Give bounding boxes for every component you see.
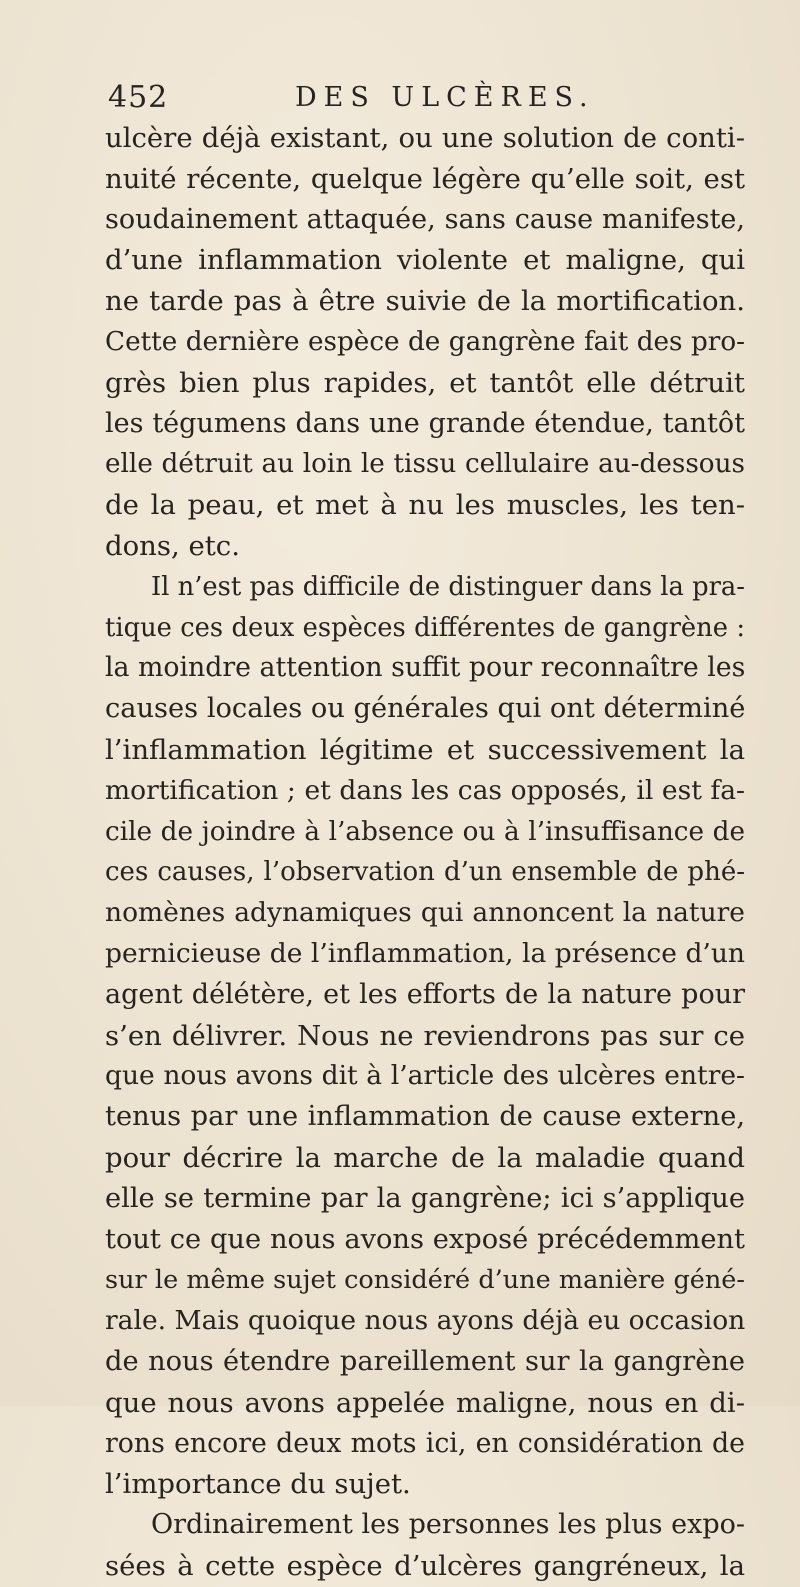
text-line: nomènes adynamiques qui annoncent la nature [105, 897, 745, 929]
body-text [105, 118, 745, 1587]
text-line: ces causes, l’observation d’un ensemble de phé- [105, 857, 745, 888]
paragraph-start-line: Il n’est pas difficile de distinguer dans la pra- [151, 571, 745, 602]
text-line: pernicieuse de l’inflammation, la présence d’un [105, 937, 745, 969]
text-line: la moindre attention suffit pour reconnaître les [105, 652, 746, 684]
text-line: pour décrire la marche de la maladie quand [105, 1141, 745, 1174]
running-title: DES ULCÈRES. [295, 82, 595, 113]
text-line: ne tarde pas à être suivie de la mortification. [105, 285, 745, 318]
text-line: Cette dernière espèce de gangrène fait des pro- [105, 326, 745, 357]
paragraph-end-line: dons, etc. [105, 529, 240, 562]
text-line: mortification ; et dans les cas opposés, il est fa- [105, 774, 745, 806]
text-line: l’inflammation légitime et successivement la [105, 733, 745, 766]
text-line: elle détruit au loin le tissu cellulaire au-dessous [105, 449, 745, 480]
text-line: causes locales ou générales qui ont déterminé [105, 693, 746, 725]
text-line: ulcère déjà existant, ou une solution de conti- [105, 122, 745, 154]
text-line: soudainement attaquée, sans cause manifeste, [105, 203, 745, 235]
text-line: grès bien plus rapides, et tantôt elle détruit [105, 366, 745, 399]
text-line: d’une inflammation violente et maligne, qui [105, 244, 745, 277]
text-line: agent délétère, et les efforts de la nature pour [105, 978, 745, 1010]
text-line: rons encore deux mots ici, en considération de [105, 1427, 745, 1459]
text-line: tenus par une inflammation de cause externe, [105, 1101, 745, 1133]
text-line: s’en délivrer. Nous ne reviendrons pas sur ce [105, 1019, 745, 1052]
running-head [108, 78, 748, 118]
text-line: elle se termine par la gangrène; ici s’applique [105, 1182, 745, 1214]
text-line: de nous étendre pareillement sur la gangrène [105, 1345, 745, 1377]
text-line: sur le même sujet considéré d’une manière géné- [105, 1265, 745, 1296]
text-line: les tégumens dans une grande étendue, tantôt [105, 407, 745, 439]
page-number: 452 [108, 80, 169, 115]
text-line: sées à cette espèce d’ulcères gangréneux, la [105, 1549, 745, 1582]
paragraph-start-line: Ordinairement les personnes les plus expo- [151, 1509, 745, 1541]
paragraph-end-line: l’importance du sujet. [105, 1468, 411, 1501]
text-line: cile de joindre à l’absence ou à l’insuffisance de [105, 816, 745, 847]
text-line: de la peau, et met à nu les muscles, les ten- [105, 489, 745, 522]
text-line: tique ces deux espèces différentes de gangrène : [105, 612, 745, 643]
text-line: que nous avons dit à l’article des ulcères entre- [105, 1060, 745, 1092]
text-line: nuité récente, quelque légère qu’elle soit, est [105, 162, 745, 195]
text-line: tout ce que nous avons exposé précédemment [105, 1223, 745, 1255]
text-line: que nous avons appelée maligne, nous en di- [105, 1386, 745, 1419]
text-line: rale. Mais quoique nous ayons déjà eu occasion [105, 1305, 746, 1337]
